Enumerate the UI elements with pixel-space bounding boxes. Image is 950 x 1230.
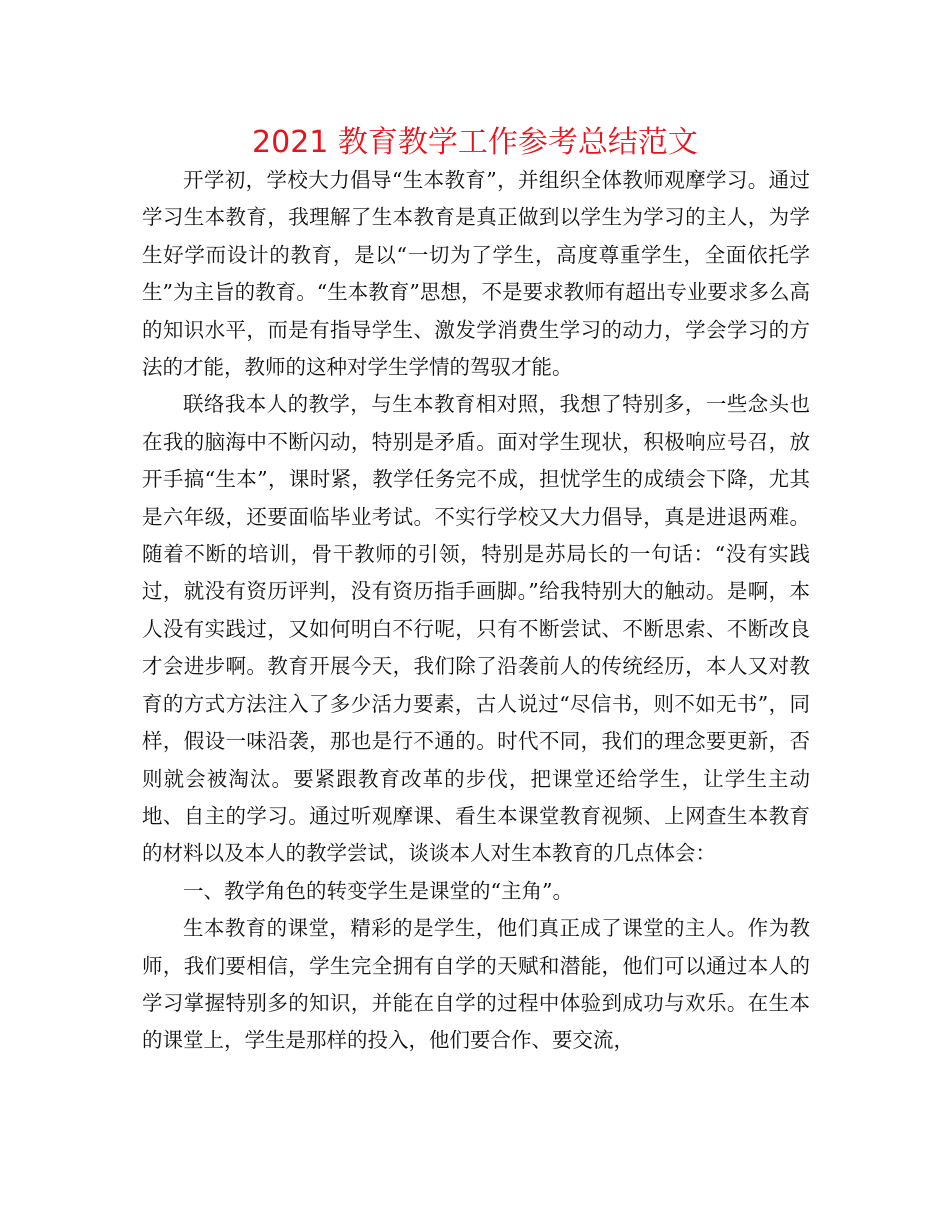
paragraph-4: 生本教育的课堂，精彩的是学生，他们真正成了课堂的主人。作为教师，我们要相信，学生完全拥有自学的天赋和潜能，他们可以通过本人的学习掌握特别多的知识，并能在自学的过程中体验到成功与欢乐。在生本的课堂上，学生是那样的投入，他们要合作、要交流， — [142, 916, 810, 1053]
paragraph-1: 开学初，学校大力倡导“生本教育”，并组织全体教师观摩学习。通过学习生本教育，我理解了生本教育是真正做到以学生为学习的主人，为学生好学而设计的教育，是以“一切为了学生，高度尊重学生，全面依托学生”为主旨的教育。“生本教育”思想，不是要求教师有超出专业要求多么高的知识水平，而是有指导学生、激发学消费生学习的动力，学会学习的方法的才能，教师的这种对学生学情的驾驭才能。 — [142, 168, 810, 380]
paragraph-2: 联络我本人的教学，与生本教育相对照，我想了特别多，一些念头也在我的脑海中不断闪动，特别是矛盾。面对学生现状，积极响应号召，放开手搞“生本”，课时紧，教学任务完不成，担忧学生的成绩会下降，尤其是六年级，还要面临毕业考试。不实行学校又大力倡导，真是进退两难。随着不断的培训，骨干教师的引领，特别是苏局长的一句话：“没有实践过，就没有资历评判，没有资历指手画脚。”给我特别大的触动。是啊，本人没有实践过，又如何明白不行呢，只有不断尝试、不断思索、不断改良才会进步啊。教育开展今天，我们除了沿袭前人的传统经历，本人又对教育的方式方法注入了多少活力要素，古人说过“尽信书，则不如无书”，同样，假设一味沿袭，那也是行不通的。时代不同，我们的理念要更新，否则就会被淘汰。要紧跟教育改革的步伐，把课堂还给学生，让学生主动地、自主的学习。通过听观摩课、看生本课堂教育视频、上网查生本教育的材料以及本人的教学尝试，谈谈本人对生本教育的几点体会： — [142, 392, 810, 866]
paragraph-3: 一、教学角色的转变学生是课堂的“主角”。 — [183, 878, 573, 903]
document-body — [142, 162, 810, 1060]
document-title: 2021 教育教学工作参考总结范文 — [252, 125, 698, 160]
